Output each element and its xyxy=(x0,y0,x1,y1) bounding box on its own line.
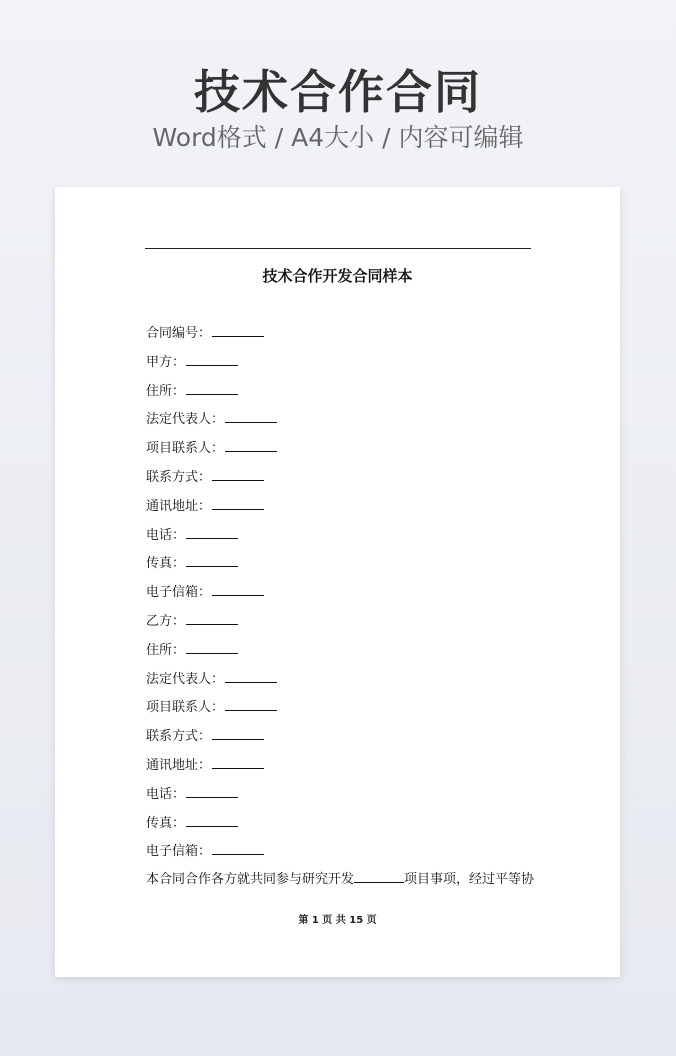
fill-in-blank xyxy=(186,554,238,567)
field-label: 电话： xyxy=(146,786,186,802)
contract-field-list xyxy=(146,323,546,870)
field-party-b-phone xyxy=(146,784,546,813)
field-party-a-fax xyxy=(146,553,546,582)
fill-in-blank xyxy=(212,583,264,596)
field-party-b-address xyxy=(146,640,546,669)
field-party-a-project-contact xyxy=(146,438,546,467)
field-label: 法定代表人： xyxy=(146,671,225,687)
fill-in-blank xyxy=(212,324,264,337)
fill-in-blank xyxy=(225,439,277,452)
field-label: 传真： xyxy=(146,815,186,831)
field-label: 法定代表人： xyxy=(146,412,225,428)
field-party-a-mailing-address xyxy=(146,496,546,525)
field-party-b xyxy=(146,611,546,640)
fill-in-blank xyxy=(186,612,238,625)
field-label: 传真： xyxy=(146,556,186,572)
field-party-b-contact-method xyxy=(146,726,546,755)
fill-in-blank xyxy=(186,526,238,539)
document-page xyxy=(55,187,620,977)
intro-text-before: 本合同合作各方就共同参与研究开发 xyxy=(146,872,355,887)
fill-in-blank xyxy=(212,756,264,769)
field-party-b-project-contact xyxy=(146,697,546,726)
banner-subtitle: Word格式 / A4大小 / 内容可编辑 xyxy=(152,123,524,152)
fill-in-blank xyxy=(212,497,264,510)
fill-in-blank xyxy=(225,410,277,423)
field-label: 通讯地址： xyxy=(146,757,212,773)
fill-in-blank xyxy=(186,641,238,654)
fill-in-blank xyxy=(212,727,264,740)
field-label: 合同编号： xyxy=(146,326,212,341)
field-party-a-address xyxy=(146,381,546,410)
fill-in-blank xyxy=(186,785,238,798)
field-label: 联系方式： xyxy=(146,729,212,745)
field-party-b-fax xyxy=(146,813,546,842)
fill-in-blank xyxy=(225,670,277,683)
field-party-a-legal-rep xyxy=(146,409,546,438)
project-name-blank xyxy=(354,870,404,883)
fill-in-blank xyxy=(186,814,238,827)
field-label: 甲方： xyxy=(146,354,186,370)
fill-in-blank xyxy=(212,468,264,481)
field-label: 乙方： xyxy=(146,613,186,629)
field-party-a-phone xyxy=(146,525,546,554)
field-label: 住所： xyxy=(146,642,186,658)
document-title: 技术合作开发合同样本 xyxy=(262,267,413,285)
field-contract-number xyxy=(146,323,546,352)
field-label: 联系方式： xyxy=(146,469,212,485)
field-party-b-mailing-address xyxy=(146,755,546,784)
intro-text-after: 项目事项，经过平等协 xyxy=(404,872,535,887)
intro-paragraph xyxy=(146,869,546,891)
field-party-b-email xyxy=(146,841,546,870)
field-label: 电话： xyxy=(146,527,186,543)
fill-in-blank xyxy=(186,382,238,395)
fill-in-blank xyxy=(212,842,264,855)
field-label: 项目联系人： xyxy=(146,441,225,457)
field-label: 项目联系人： xyxy=(146,700,225,716)
field-label: 电子信箱： xyxy=(146,844,212,860)
field-label: 住所： xyxy=(146,383,186,399)
fill-in-blank xyxy=(186,353,238,366)
page-number: 第 1 页 共 15 页 xyxy=(298,915,377,926)
field-label: 通讯地址： xyxy=(146,498,212,514)
field-party-a-contact-method xyxy=(146,467,546,496)
field-label: 电子信箱： xyxy=(146,585,212,601)
fill-in-blank xyxy=(225,698,277,711)
header-rule xyxy=(145,248,531,249)
field-party-b-legal-rep xyxy=(146,669,546,698)
banner-title: 技术合作合同 xyxy=(194,65,482,119)
field-party-a xyxy=(146,352,546,381)
field-party-a-email xyxy=(146,582,546,611)
